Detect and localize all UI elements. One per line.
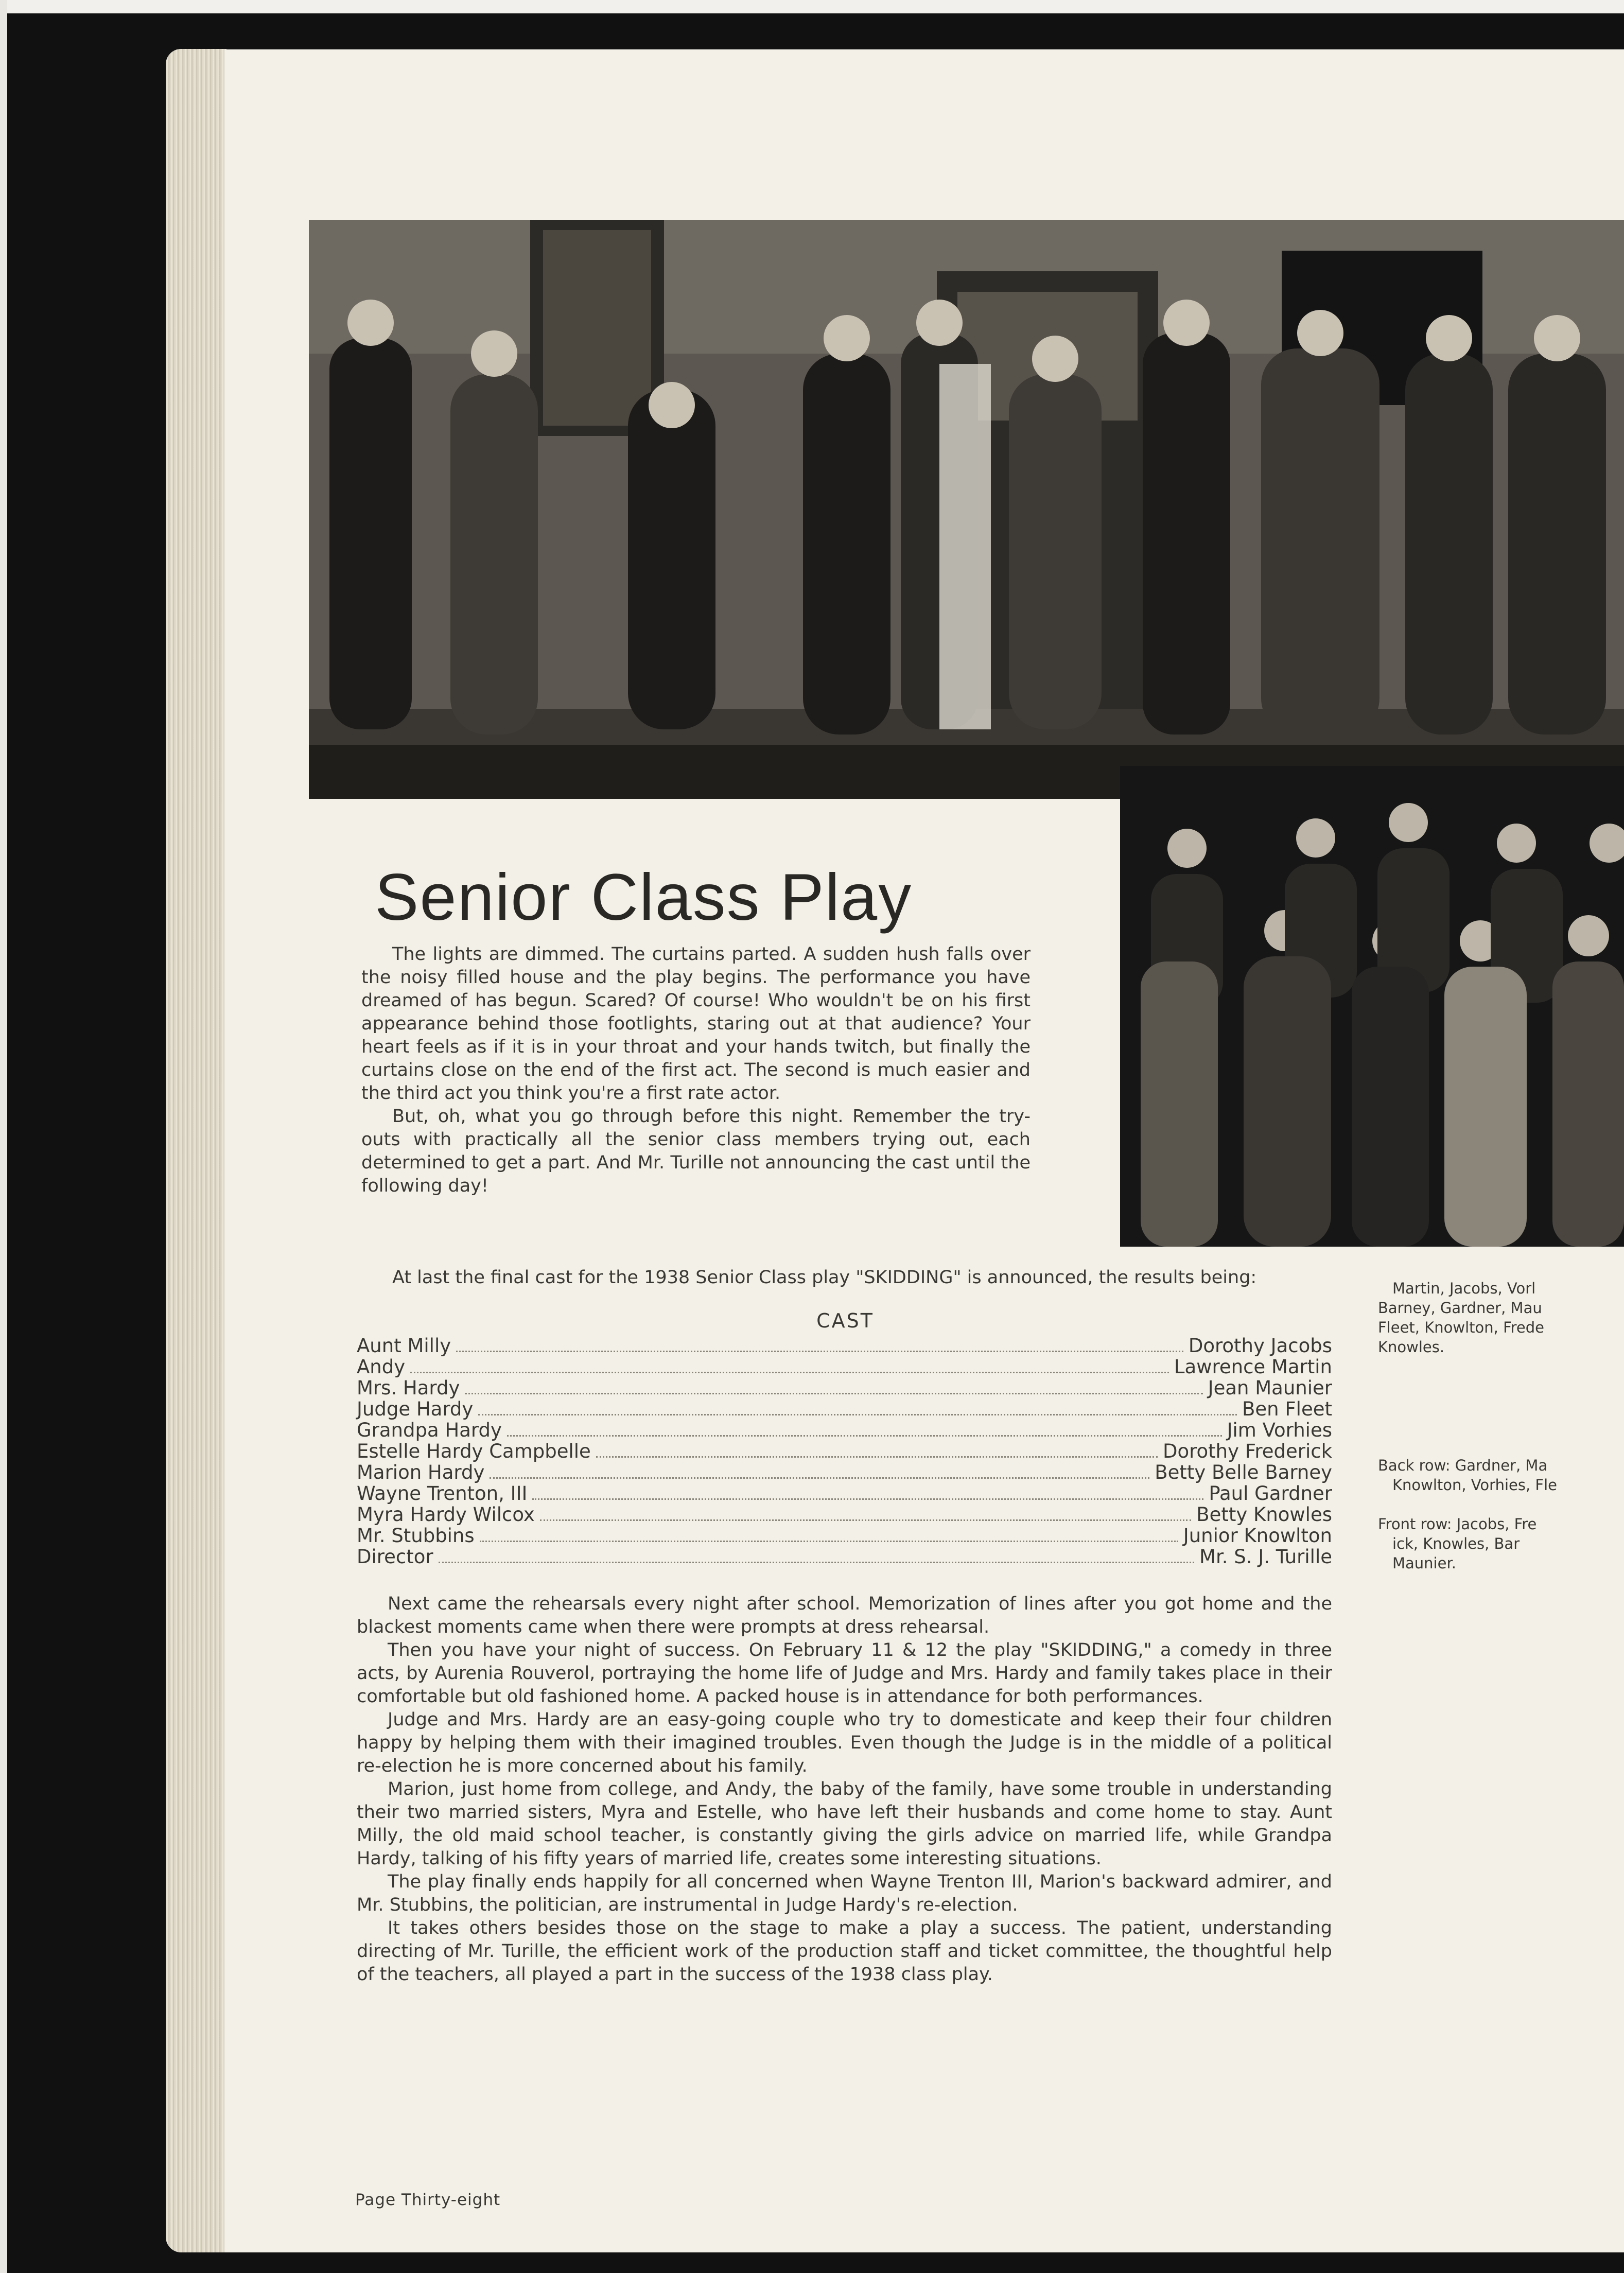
scan-border-top (0, 0, 1624, 13)
cast-role: Marion Hardy (357, 1461, 485, 1483)
caption-line: ick, Knowles, Bar (1392, 1535, 1520, 1552)
cast-row (357, 1335, 1332, 1356)
cast-row (357, 1546, 1332, 1567)
cast-actor: Jim Vorhies (1227, 1419, 1332, 1441)
caption-line: Martin, Jacobs, Vorl (1392, 1280, 1536, 1297)
cast-actor: Betty Knowles (1196, 1503, 1332, 1526)
cast-actor: Betty Belle Barney (1155, 1461, 1332, 1483)
cast-role: Director (357, 1546, 433, 1568)
stage-photo-graphic (309, 220, 1624, 799)
body-paragraph: Next came the rehearsals every night after school. Memorization of lines after you got home and the blackest moments came when there were prompts at dress rehearsal. (357, 1594, 1332, 1637)
cast-actor: Dorothy Frederick (1162, 1440, 1332, 1462)
body-paragraph: Judge and Mrs. Hardy are an easy-going couple who try to domesticate and keep their four children happy by helping them with their imagined troubles. Even though the Judge is in the middle of a political re-election he is more concerned about his family. (357, 1709, 1332, 1776)
cast-actor: Lawrence Martin (1174, 1356, 1332, 1378)
cast-role: Mr. Stubbins (357, 1525, 475, 1547)
cast-lead-text (361, 1266, 1329, 1289)
leader-dots (480, 1541, 1178, 1542)
back-row-caption (1378, 1456, 1624, 1495)
yearbook-page (224, 49, 1624, 2252)
lead-paragraph: At last the final cast for the 1938 Senior Class play "SKIDDING" is announced, the results being: (392, 1267, 1257, 1288)
stage-photo-caption (1378, 1279, 1624, 1357)
caption-line: Knowles. (1378, 1338, 1445, 1356)
intro-paragraph: The lights are dimmed. The curtains parted. A sudden hush falls over the noisy filled house and the play begins. The performance you have dreamed of has begun. Scared? Of course! Who wouldn't be on his first appearance behind those footlights, staring out at that audience? Your heart feels as if it is in your throat and your hands twitch, but finally the curtains close on the end of the first act. The second is much easier and the third act you think you're a first rate actor. (361, 944, 1031, 1104)
page-title: Senior Class Play (375, 860, 913, 934)
caption-line: Front row: Jacobs, Fre (1378, 1515, 1537, 1533)
cast-row (357, 1441, 1332, 1462)
leader-dots (465, 1393, 1202, 1394)
front-row-caption (1378, 1514, 1624, 1573)
caption-line: Maunier. (1392, 1554, 1456, 1572)
cast-role: Estelle Hardy Campbelle (357, 1440, 591, 1462)
cast-role: Aunt Milly (357, 1335, 451, 1357)
cast-photo-graphic (1120, 766, 1624, 1247)
leader-dots (596, 1456, 1158, 1458)
caption-line: Barney, Gardner, Mau (1378, 1299, 1542, 1317)
cast-group-photo (1120, 766, 1624, 1247)
leader-dots (439, 1562, 1194, 1563)
cast-row (357, 1377, 1332, 1398)
cast-row (357, 1356, 1332, 1377)
cast-role: Mrs. Hardy (357, 1377, 460, 1399)
cast-row (357, 1525, 1332, 1546)
cast-row (357, 1462, 1332, 1483)
leader-dots (532, 1498, 1203, 1500)
cast-role: Wayne Trenton, III (357, 1482, 528, 1505)
cast-actor: Paul Gardner (1209, 1482, 1332, 1505)
intro-paragraph: But, oh, what you go through before this night. Remember the try-outs with practically all the senior class members trying out, each determined to get a part. And Mr. Turille not announcing the cast until the following day! (361, 1106, 1031, 1196)
cast-list (357, 1335, 1332, 1567)
cast-row (357, 1504, 1332, 1525)
stage-photo (309, 220, 1624, 799)
scan-border-left (0, 0, 7, 2273)
book-page-edges (166, 49, 226, 2252)
caption-line: Knowlton, Vorhies, Fle (1392, 1476, 1557, 1494)
body-paragraph: Marion, just home from college, and Andy, the baby of the family, have some trouble in understanding their two married sisters, Myra and Estelle, who have left their husbands and come home to stay. Aunt Milly, the old maid school teacher, is constantly giving the girls advice on married life, while Grandpa Hardy, talking of his fifty years of married life, creates some interesting situations. (357, 1779, 1332, 1869)
page-number: Page Thirty-eight (355, 2191, 501, 2209)
leader-dots (507, 1435, 1222, 1437)
body-paragraph: Then you have your night of success. On February 11 & 12 the play "SKIDDING," a comedy in three acts, by Aurenia Rouverol, portraying the home life of Judge and Mrs. Hardy and family takes place in their comfortable but old fashioned home. A packed house is in attendance for both performances. (357, 1640, 1332, 1707)
cast-row (357, 1483, 1332, 1504)
caption-line: Fleet, Knowlton, Frede (1378, 1319, 1545, 1336)
cast-row (357, 1420, 1332, 1441)
cast-role: Grandpa Hardy (357, 1419, 502, 1441)
cast-actor: Ben Fleet (1242, 1398, 1332, 1420)
body-text (357, 1593, 1332, 1986)
leader-dots (456, 1351, 1183, 1352)
body-paragraph: It takes others besides those on the stage to make a play a success. The patient, understanding directing of Mr. Turille, the efficient work of the production staff and ticket committee, the thoughtful help of the teachers, all played a part in the success of the 1938 class play. (357, 1918, 1332, 1985)
leader-dots (490, 1477, 1149, 1479)
cast-role: Judge Hardy (357, 1398, 474, 1420)
leader-dots (540, 1519, 1191, 1521)
cast-actor: Jean Maunier (1208, 1377, 1332, 1399)
leader-dots (410, 1372, 1169, 1373)
caption-line: Back row: Gardner, Ma (1378, 1457, 1548, 1474)
intro-text (361, 943, 1031, 1198)
cast-actor: Mr. S. J. Turille (1199, 1546, 1332, 1568)
cast-heading: CAST (816, 1309, 874, 1332)
cast-actor: Dorothy Jacobs (1188, 1335, 1332, 1357)
cast-actor: Junior Knowlton (1183, 1525, 1332, 1547)
cast-role: Andy (357, 1356, 406, 1378)
leader-dots (478, 1414, 1237, 1415)
cast-row (357, 1398, 1332, 1420)
cast-role: Myra Hardy Wilcox (357, 1503, 535, 1526)
body-paragraph: The play finally ends happily for all concerned when Wayne Trenton III, Marion's backward admirer, and Mr. Stubbins, the politician, are instrumental in Judge Hardy's re-election. (357, 1872, 1332, 1915)
